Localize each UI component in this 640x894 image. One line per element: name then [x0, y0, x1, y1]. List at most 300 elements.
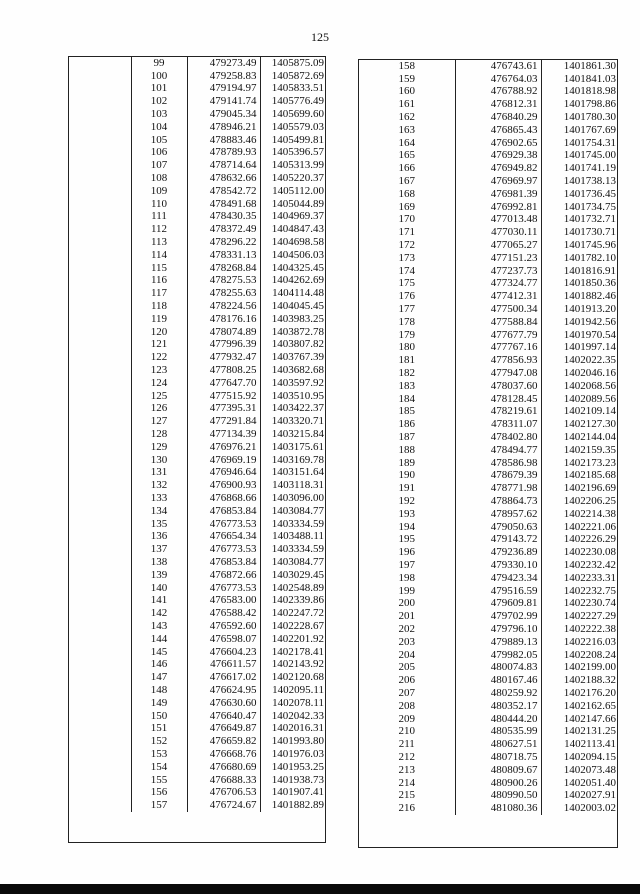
y-coordinate-cell: 1401816.91	[541, 265, 619, 278]
blank-cell	[69, 339, 131, 352]
point-number-cell: 205	[398, 661, 415, 674]
y-coordinate-cell: 1401953.25	[260, 761, 327, 774]
x-coordinate-cell: 479609.81	[455, 597, 541, 610]
point-number-cell: 159	[398, 72, 415, 85]
table-row	[69, 620, 327, 633]
x-coordinate-cell: 477647.70	[187, 377, 260, 390]
x-coordinate-cell: 476654.34	[187, 530, 260, 543]
y-coordinate-cell: 1402003.02	[541, 802, 619, 815]
blank-cell	[69, 236, 131, 249]
y-coordinate-cell: 1401861.30	[541, 60, 619, 73]
x-coordinate-cell: 476773.53	[187, 582, 260, 595]
point-number-cell: 140	[150, 581, 168, 594]
y-coordinate-cell: 1402201.92	[260, 633, 327, 646]
x-coordinate-cell: 478074.89	[187, 326, 260, 339]
blank-cell	[69, 518, 131, 531]
blank-cell	[69, 505, 131, 518]
y-coordinate-cell: 1402178.41	[260, 646, 327, 659]
x-coordinate-cell: 477324.77	[455, 278, 541, 291]
point-number-cell: 189	[398, 456, 415, 469]
x-coordinate-cell: 476969.97	[455, 175, 541, 188]
table-row	[69, 607, 327, 620]
point-number-cell: 128	[150, 428, 168, 440]
point-number-cell: 116	[150, 274, 168, 287]
x-coordinate-cell: 480444.20	[455, 713, 541, 726]
point-number-cell: 113	[150, 236, 168, 249]
x-coordinate-cell: 477588.84	[455, 316, 541, 329]
blank-cell	[69, 684, 131, 697]
y-coordinate-cell: 1402120.68	[260, 671, 327, 684]
point-number-cell: 168	[398, 187, 415, 200]
y-coordinate-cell: 1401938.73	[260, 774, 327, 787]
x-coordinate-cell: 476706.53	[187, 786, 260, 799]
x-coordinate-cell: 478311.07	[455, 418, 541, 431]
point-number-cell: 155	[150, 773, 168, 786]
point-number-cell: 198	[398, 571, 415, 584]
table-row	[69, 223, 327, 236]
point-number-cell: 108	[150, 172, 168, 185]
y-coordinate-cell: 1405499.81	[260, 134, 327, 147]
table-row	[69, 57, 327, 70]
point-number-cell: 148	[150, 684, 168, 696]
y-coordinate-cell: 1402221.06	[541, 521, 619, 534]
coordinate-table-left-grid	[69, 57, 327, 812]
x-coordinate-cell: 476865.43	[455, 124, 541, 137]
x-coordinate-cell: 476872.66	[187, 569, 260, 582]
y-coordinate-cell: 1402016.31	[260, 722, 327, 735]
x-coordinate-cell: 476624.95	[187, 684, 260, 697]
point-number-cell: 196	[398, 546, 415, 559]
table-row	[359, 802, 619, 815]
table-row	[359, 290, 619, 303]
y-coordinate-cell: 1401882.89	[260, 799, 327, 812]
point-number-cell: 122	[150, 351, 168, 364]
table-row	[69, 671, 327, 684]
table-row	[359, 60, 619, 73]
point-number-cell: 192	[398, 495, 415, 507]
table-row	[69, 722, 327, 735]
blank-cell	[69, 697, 131, 710]
y-coordinate-cell: 1404262.69	[260, 275, 327, 288]
table-row	[69, 351, 327, 364]
x-coordinate-cell: 480990.50	[455, 789, 541, 802]
y-coordinate-cell: 1403169.78	[260, 454, 327, 467]
page-number: 125	[311, 30, 329, 44]
point-number-cell: 206	[398, 674, 415, 687]
y-coordinate-cell: 1403215.84	[260, 428, 327, 441]
table-row	[359, 111, 619, 124]
x-coordinate-cell: 477237.73	[455, 265, 541, 278]
y-coordinate-cell: 1402147.66	[541, 713, 619, 726]
table-row	[69, 518, 327, 531]
x-coordinate-cell: 476981.39	[455, 188, 541, 201]
y-coordinate-cell: 1402144.04	[541, 431, 619, 444]
point-number-cell: 156	[150, 786, 168, 799]
table-row	[359, 713, 619, 726]
table-row	[69, 505, 327, 518]
y-coordinate-cell: 1402548.89	[260, 582, 327, 595]
y-coordinate-cell: 1402216.03	[541, 636, 619, 649]
blank-cell	[69, 326, 131, 339]
x-coordinate-cell: 481080.36	[455, 802, 541, 815]
x-coordinate-cell: 478494.77	[455, 444, 541, 457]
y-coordinate-cell: 1401745.96	[541, 239, 619, 252]
blank-cell	[69, 492, 131, 505]
point-number-cell: 151	[150, 722, 168, 735]
y-coordinate-cell: 1403510.95	[260, 390, 327, 403]
x-coordinate-cell: 478586.98	[455, 457, 541, 470]
x-coordinate-cell: 476900.93	[187, 479, 260, 492]
y-coordinate-cell: 1402073.48	[541, 764, 619, 777]
x-coordinate-cell: 478632.66	[187, 172, 260, 185]
x-coordinate-cell: 477500.34	[455, 303, 541, 316]
point-number-cell: 171	[398, 226, 415, 239]
table-row	[69, 390, 327, 403]
table-row	[359, 738, 619, 751]
point-number-cell: 199	[398, 584, 415, 597]
x-coordinate-cell: 476583.00	[187, 594, 260, 607]
point-number-cell: 132	[150, 479, 168, 492]
table-row	[69, 249, 327, 262]
table-row	[359, 777, 619, 790]
y-coordinate-cell: 1402027.91	[541, 789, 619, 802]
y-coordinate-cell: 1403096.00	[260, 492, 327, 505]
table-row	[69, 633, 327, 646]
point-number-cell: 150	[150, 709, 168, 722]
blank-cell	[69, 198, 131, 211]
x-coordinate-cell: 477151.23	[455, 252, 541, 265]
table-row	[359, 214, 619, 227]
y-coordinate-cell: 1403807.82	[260, 339, 327, 352]
y-coordinate-cell: 1401767.69	[541, 124, 619, 137]
x-coordinate-cell: 478402.80	[455, 431, 541, 444]
table-row	[69, 428, 327, 441]
table-row	[359, 661, 619, 674]
x-coordinate-cell: 480259.92	[455, 687, 541, 700]
point-number-cell: 216	[398, 802, 415, 815]
x-coordinate-cell: 476640.47	[187, 710, 260, 723]
table-row	[69, 748, 327, 761]
x-coordinate-cell: 476812.31	[455, 98, 541, 111]
y-coordinate-cell: 1403084.77	[260, 505, 327, 518]
point-number-cell: 102	[150, 95, 168, 108]
y-coordinate-cell: 1403151.64	[260, 467, 327, 480]
y-coordinate-cell: 1402247.72	[260, 607, 327, 620]
table-row	[359, 585, 619, 598]
point-number-cell: 177	[398, 303, 415, 316]
x-coordinate-cell: 476724.67	[187, 799, 260, 812]
table-row	[359, 406, 619, 419]
table-row	[359, 201, 619, 214]
x-coordinate-cell: 476688.33	[187, 774, 260, 787]
x-coordinate-cell: 476617.02	[187, 671, 260, 684]
point-number-cell: 147	[150, 671, 168, 684]
table-row	[359, 188, 619, 201]
y-coordinate-cell: 1401745.00	[541, 150, 619, 163]
x-coordinate-cell: 476598.07	[187, 633, 260, 646]
table-row	[69, 339, 327, 352]
y-coordinate-cell: 1401882.46	[541, 290, 619, 303]
table-row	[69, 275, 327, 288]
table-row	[69, 403, 327, 416]
x-coordinate-cell: 476976.21	[187, 441, 260, 454]
x-coordinate-cell: 479273.49	[187, 57, 260, 70]
x-coordinate-cell: 476853.84	[187, 505, 260, 518]
point-number-cell: 105	[150, 133, 168, 146]
point-number-cell: 104	[150, 120, 168, 133]
table-row	[69, 108, 327, 121]
blank-cell	[69, 543, 131, 556]
table-row	[359, 150, 619, 163]
x-coordinate-cell: 476868.66	[187, 492, 260, 505]
point-number-cell: 125	[150, 389, 168, 402]
y-coordinate-cell: 1402113.41	[541, 738, 619, 751]
table-row	[69, 377, 327, 390]
x-coordinate-cell: 480352.17	[455, 700, 541, 713]
x-coordinate-cell: 480718.75	[455, 751, 541, 764]
y-coordinate-cell: 1402022.35	[541, 354, 619, 367]
y-coordinate-cell: 1405112.00	[260, 185, 327, 198]
point-number-cell: 119	[150, 312, 168, 325]
point-number-cell: 179	[398, 328, 415, 341]
point-number-cell: 211	[398, 738, 415, 751]
y-coordinate-cell: 1403334.59	[260, 543, 327, 556]
blank-cell	[69, 774, 131, 787]
point-number-cell: 100	[150, 69, 168, 82]
point-number-cell: 129	[150, 440, 168, 453]
blank-cell	[69, 172, 131, 185]
x-coordinate-cell: 476969.19	[187, 454, 260, 467]
table-row	[359, 533, 619, 546]
y-coordinate-cell: 1402176.20	[541, 687, 619, 700]
x-coordinate-cell: 479143.72	[455, 533, 541, 546]
y-coordinate-cell: 1402339.86	[260, 594, 327, 607]
table-row	[359, 457, 619, 470]
blank-cell	[69, 211, 131, 224]
y-coordinate-cell: 1401736.45	[541, 188, 619, 201]
y-coordinate-cell: 1402051.40	[541, 777, 619, 790]
y-coordinate-cell: 1402199.00	[541, 661, 619, 674]
table-row	[69, 262, 327, 275]
x-coordinate-cell: 478789.93	[187, 147, 260, 160]
point-number-cell: 139	[150, 568, 168, 581]
x-coordinate-cell: 477996.39	[187, 339, 260, 352]
x-coordinate-cell: 478372.49	[187, 223, 260, 236]
point-number-cell: 130	[150, 453, 168, 466]
x-coordinate-cell: 477412.31	[455, 290, 541, 303]
y-coordinate-cell: 1405313.99	[260, 159, 327, 172]
point-number-cell: 213	[398, 763, 415, 776]
y-coordinate-cell: 1402226.29	[541, 533, 619, 546]
table-row	[359, 597, 619, 610]
y-coordinate-cell: 1403872.78	[260, 326, 327, 339]
x-coordinate-cell: 476929.38	[455, 150, 541, 163]
x-coordinate-cell: 479423.34	[455, 572, 541, 585]
x-coordinate-cell: 476788.92	[455, 86, 541, 99]
blank-cell	[69, 646, 131, 659]
point-number-cell: 123	[150, 364, 168, 377]
table-row	[69, 646, 327, 659]
x-coordinate-cell: 479236.89	[455, 546, 541, 559]
blank-cell	[69, 262, 131, 275]
x-coordinate-cell: 478128.45	[455, 393, 541, 406]
blank-cell	[69, 556, 131, 569]
table-row	[69, 492, 327, 505]
x-coordinate-cell: 476611.57	[187, 658, 260, 671]
y-coordinate-cell: 1403084.77	[260, 556, 327, 569]
y-coordinate-cell: 1402159.35	[541, 444, 619, 457]
table-row	[69, 594, 327, 607]
table-row	[359, 623, 619, 636]
y-coordinate-cell: 1405872.69	[260, 70, 327, 83]
x-coordinate-cell: 480627.51	[455, 738, 541, 751]
table-row	[359, 252, 619, 265]
table-row	[69, 415, 327, 428]
table-row	[69, 697, 327, 710]
y-coordinate-cell: 1405044.89	[260, 198, 327, 211]
table-row	[359, 444, 619, 457]
x-coordinate-cell: 476840.29	[455, 111, 541, 124]
point-number-cell: 115	[150, 261, 168, 274]
point-number-cell: 138	[150, 556, 168, 568]
blank-cell	[69, 287, 131, 300]
x-coordinate-cell: 478224.56	[187, 300, 260, 313]
blank-cell	[69, 594, 131, 607]
x-coordinate-cell: 479258.83	[187, 70, 260, 83]
y-coordinate-cell: 1402230.08	[541, 546, 619, 559]
point-number-cell: 101	[150, 82, 168, 95]
x-coordinate-cell: 476946.64	[187, 467, 260, 480]
point-number-cell: 175	[398, 277, 415, 290]
blank-cell	[69, 249, 131, 262]
table-row	[69, 799, 327, 812]
scan-border	[0, 884, 640, 894]
x-coordinate-cell: 480809.67	[455, 764, 541, 777]
point-number-cell: 181	[398, 354, 415, 367]
point-number-cell: 160	[398, 85, 415, 98]
y-coordinate-cell: 1402046.16	[541, 367, 619, 380]
point-number-cell: 163	[398, 123, 415, 136]
point-number-cell: 135	[150, 517, 168, 530]
point-number-cell: 114	[150, 248, 168, 261]
table-row	[359, 610, 619, 623]
x-coordinate-cell: 478176.16	[187, 313, 260, 326]
blank-cell	[69, 390, 131, 403]
point-number-cell: 117	[150, 287, 168, 300]
y-coordinate-cell: 1402162.65	[541, 700, 619, 713]
point-number-cell: 136	[150, 530, 168, 543]
x-coordinate-cell: 480074.83	[455, 661, 541, 674]
table-row	[69, 454, 327, 467]
table-row	[359, 470, 619, 483]
x-coordinate-cell: 479194.97	[187, 83, 260, 96]
y-coordinate-cell: 1401738.13	[541, 175, 619, 188]
y-coordinate-cell: 1402230.74	[541, 597, 619, 610]
y-coordinate-cell: 1401913.20	[541, 303, 619, 316]
point-number-cell: 197	[398, 559, 415, 571]
x-coordinate-cell: 477767.16	[455, 342, 541, 355]
y-coordinate-cell: 1402185.68	[541, 470, 619, 483]
x-coordinate-cell: 478864.73	[455, 495, 541, 508]
y-coordinate-cell: 1402173.23	[541, 457, 619, 470]
blank-cell	[69, 300, 131, 313]
y-coordinate-cell: 1403175.61	[260, 441, 327, 454]
y-coordinate-cell: 1402206.25	[541, 495, 619, 508]
y-coordinate-cell: 1403767.39	[260, 351, 327, 364]
table-row	[359, 687, 619, 700]
y-coordinate-cell: 1401850.36	[541, 278, 619, 291]
table-row	[69, 569, 327, 582]
blank-cell	[69, 121, 131, 134]
x-coordinate-cell: 477065.27	[455, 239, 541, 252]
table-row	[69, 185, 327, 198]
point-number-cell: 134	[150, 504, 168, 517]
y-coordinate-cell: 1403320.71	[260, 415, 327, 428]
point-number-cell: 157	[150, 799, 168, 812]
table-row	[69, 543, 327, 556]
y-coordinate-cell: 1401782.10	[541, 252, 619, 265]
x-coordinate-cell: 479702.99	[455, 610, 541, 623]
y-coordinate-cell: 1401993.80	[260, 735, 327, 748]
x-coordinate-cell: 476949.82	[455, 162, 541, 175]
coordinate-table-right	[358, 59, 618, 848]
point-number-cell: 110	[150, 197, 168, 210]
point-number-cell: 194	[398, 520, 415, 533]
x-coordinate-cell: 476668.76	[187, 748, 260, 761]
y-coordinate-cell: 1403422.37	[260, 403, 327, 416]
table-row	[359, 342, 619, 355]
point-number-cell: 121	[150, 338, 168, 351]
blank-cell	[69, 108, 131, 121]
x-coordinate-cell: 478771.98	[455, 482, 541, 495]
table-row	[359, 546, 619, 559]
y-coordinate-cell: 1401780.30	[541, 111, 619, 124]
x-coordinate-cell: 480535.99	[455, 725, 541, 738]
blank-cell	[69, 454, 131, 467]
point-number-cell: 202	[398, 623, 415, 635]
point-number-cell: 109	[150, 184, 168, 197]
blank-cell	[69, 761, 131, 774]
table-row	[359, 636, 619, 649]
x-coordinate-cell: 478275.53	[187, 275, 260, 288]
y-coordinate-cell: 1401730.71	[541, 226, 619, 239]
blank-cell	[69, 748, 131, 761]
y-coordinate-cell: 1402232.75	[541, 585, 619, 598]
x-coordinate-cell: 478491.68	[187, 198, 260, 211]
table-row	[359, 495, 619, 508]
x-coordinate-cell: 476902.65	[455, 137, 541, 150]
x-coordinate-cell: 477856.93	[455, 354, 541, 367]
table-row	[359, 367, 619, 380]
blank-cell	[69, 582, 131, 595]
table-row	[69, 774, 327, 787]
y-coordinate-cell: 1401732.71	[541, 214, 619, 227]
table-row	[69, 761, 327, 774]
point-number-cell: 201	[398, 610, 415, 623]
point-number-cell: 188	[398, 443, 415, 456]
blank-cell	[69, 710, 131, 723]
table-row	[69, 735, 327, 748]
point-number-cell: 208	[398, 699, 415, 712]
blank-cell	[69, 364, 131, 377]
table-row	[359, 725, 619, 738]
point-number-cell: 144	[150, 632, 168, 645]
blank-cell	[69, 377, 131, 390]
point-number-cell: 133	[150, 492, 168, 504]
y-coordinate-cell: 1404847.43	[260, 223, 327, 236]
blank-cell	[69, 671, 131, 684]
y-coordinate-cell: 1402131.25	[541, 725, 619, 738]
